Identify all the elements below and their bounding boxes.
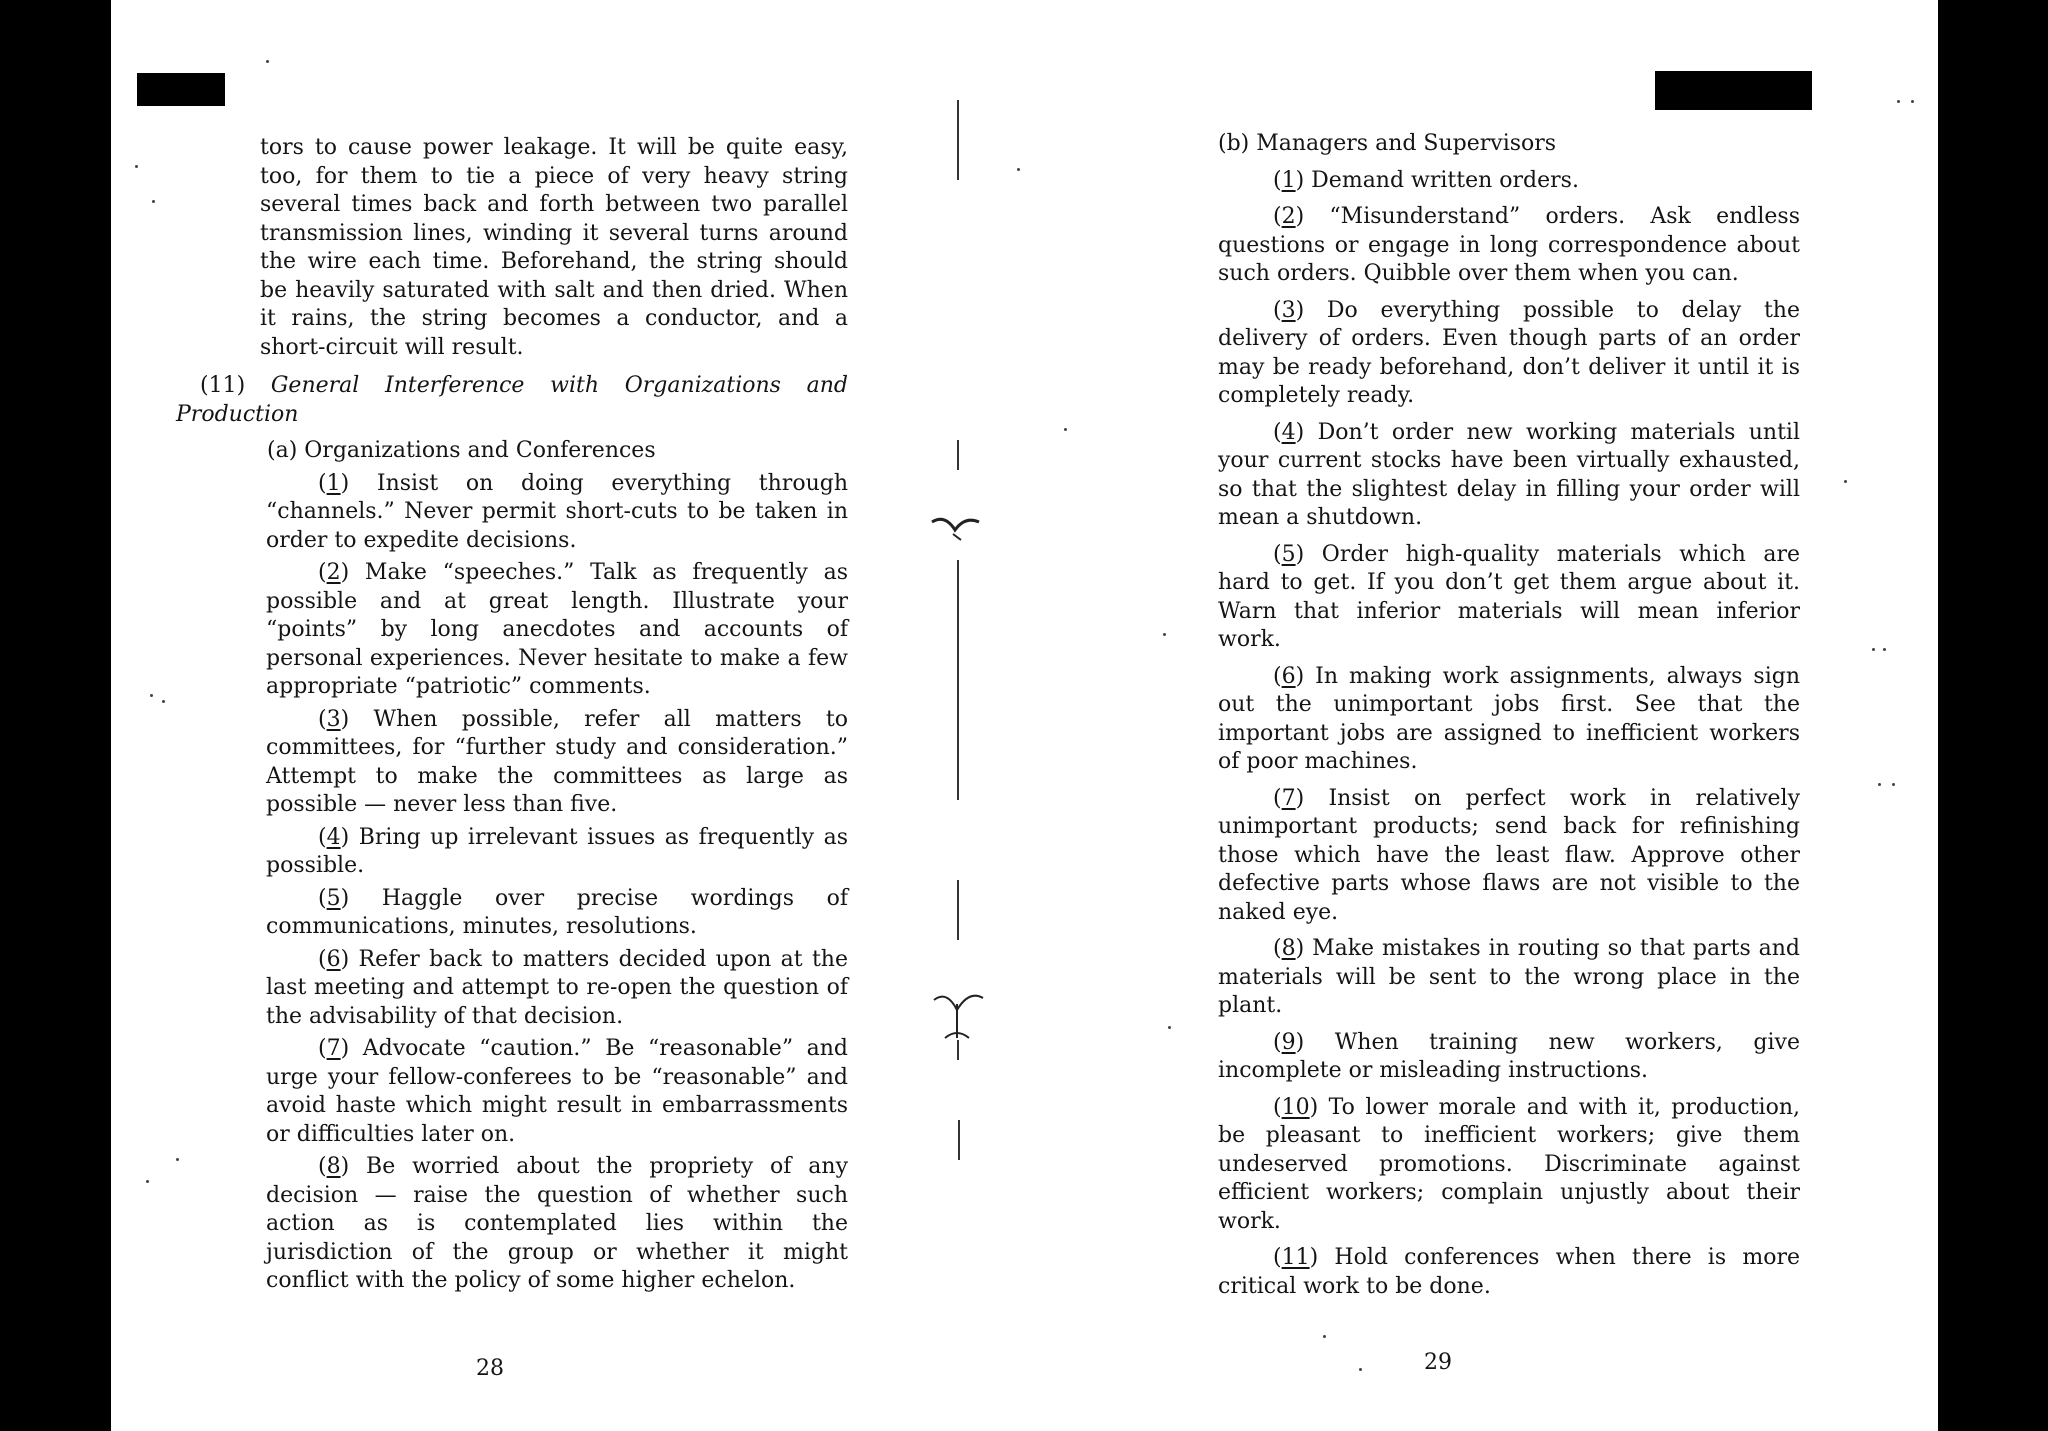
- page-number-right: 29: [1424, 1350, 1452, 1375]
- item-number: 1: [326, 470, 341, 496]
- subsection-heading: (a) Organizations and Conferences: [267, 438, 656, 463]
- item-text: To lower morale and with it, production, be pleasant to inefficient workers; give them undeserved promotions. Discriminate against efficient workers; complain unjustly about their work.: [1218, 1094, 1800, 1234]
- continuation-paragraph: tors to cause power leakage. It will be quite easy, too, for them to tie a piece of very heavy string several times back and forth between two parallel transmission lines, winding it several turns around the wire each time. Beforehand, the string should be heavily saturated with salt and then dried. When it rains, the string becomes a conductor, and a short-circuit will result.: [260, 135, 848, 360]
- list-item: (8) Be worried about the propriety of any decision — raise the question of whether such action as is contemplated lies within the jurisdiction of the group or whether it might conflict with the policy of some higher echelon.: [266, 1154, 849, 1293]
- list-item: (7) Insist on perfect work in relatively unimportant products; send back for refinishing those which have the least flaw. Approve other defective parts whose flaws are not visible to the naked eye.: [1218, 785, 1800, 925]
- list-item: (6) In making work assignments, always sign out the unimportant jobs first. See that the important jobs are assigned to inefficient workers of poor machines.: [1218, 663, 1801, 774]
- item-text: Refer back to matters decided upon at the last meeting and attempt to re-open the question of the advisability of that decision.: [266, 946, 848, 1029]
- section-number: (11): [200, 373, 246, 398]
- item-text: When possible, refer all matters to committees, for “further study and consideration.” Attempt to make the committees as large as possible — never less than five.: [266, 706, 848, 817]
- section-title: General Interference with Organizations and Production: [176, 373, 848, 427]
- list-item: (1) Insist on doing everything through “channels.” Never permit short-cuts to be taken in order to expedite decisions.: [266, 470, 848, 553]
- item-text: When training new workers, give incomplete or misleading instructions.: [1218, 1029, 1800, 1083]
- list-item: (4) Bring up irrelevant issues as frequently as possible.: [266, 824, 848, 878]
- redaction-bar-right: [1655, 71, 1812, 110]
- item-text: Bring up irrelevant issues as frequently as possible.: [266, 824, 848, 878]
- item-number: 5: [1281, 541, 1296, 567]
- item-text: Order high-quality materials which are hard to get. If you don’t get them argue about it. Warn that inferior materials will mean inferior work.: [1218, 541, 1801, 652]
- item-number: 3: [326, 706, 341, 732]
- list-item: (2) Make “speeches.” Talk as frequently as possible and at great length. Illustrate your “points” by long anecdotes and accounts of personal experiences. Never hesitate to make a few appropriate “patriotic” comments.: [266, 560, 848, 699]
- item-text: Make mistakes in routing so that parts and materials will be sent to the wrong place in the plant.: [1218, 936, 1800, 1018]
- list-item: (10) To lower morale and with it, production, be pleasant to inefficient workers; give them undeserved promotions. Discriminate against efficient workers; complain unjustly about their work.: [1218, 1094, 1800, 1234]
- item-text: “Misunderstand” orders. Ask endless questions or engage in long correspondence about such orders. Quibble over them when you can.: [1218, 204, 1800, 286]
- item-number: 8: [1281, 936, 1296, 961]
- list-item: (6) Refer back to matters decided upon at the last meeting and attempt to re-open the question of the advisability of that decision.: [266, 946, 848, 1029]
- item-text: Do everything possible to delay the delivery of orders. Even though parts of an order may be ready beforehand, don’t deliver it until it is completely ready.: [1218, 297, 1800, 408]
- redaction-bar-left: [137, 73, 225, 106]
- item-number: 6: [326, 946, 341, 972]
- item-text: In making work assignments, always sign out the unimportant jobs first. See that the important jobs are assigned to inefficient workers of poor machines.: [1218, 663, 1801, 774]
- item-number: 11: [1281, 1245, 1310, 1270]
- item-text: Advocate “caution.” Be “reasonable” and urge your fellow-conferees to be “reasonable” and avoid haste which might result in embarrassments or difficulties later on.: [266, 1036, 848, 1147]
- section-heading: [176, 372, 848, 429]
- item-number: 6: [1281, 663, 1296, 689]
- list-item: (5) Order high-quality materials which are hard to get. If you don’t get them argue about it. Warn that inferior materials will mean inferior work.: [1218, 541, 1801, 652]
- item-text: Insist on perfect work in relatively unimportant products; send back for refinishing those which have the least flaw. Approve other defective parts whose flaws are not visible to the naked eye.: [1218, 785, 1800, 925]
- list-item: (5) Haggle over precise wordings of communications, minutes, resolutions.: [266, 885, 848, 939]
- item-number: 8: [326, 1154, 341, 1179]
- item-number: 4: [1281, 419, 1296, 445]
- item-number: 9: [1281, 1029, 1296, 1055]
- list-item: (7) Advocate “caution.” Be “reasonable” and urge your fellow-conferees to be “reasonable” and avoid haste which might result in embarrassments or difficulties later on.: [266, 1036, 848, 1147]
- list-item: (3) When possible, refer all matters to committees, for “further study and consideration.” Attempt to make the committees as large as possible — never less than five.: [266, 706, 848, 817]
- page-number-left: 28: [476, 1356, 504, 1381]
- list-item: (11) Hold conferences when there is more critical work to be done.: [1218, 1245, 1800, 1299]
- item-number: 5: [326, 885, 341, 911]
- item-number: 7: [326, 1036, 341, 1061]
- item-text: Hold conferences when there is more critical work to be done.: [1218, 1245, 1800, 1299]
- item-number: 3: [1281, 297, 1296, 323]
- item-text: Don’t order new working materials until your current stocks have been virtually exhausted, so that the slightest delay in filling your order will mean a shutdown.: [1218, 419, 1800, 530]
- item-text: Demand written orders.: [1311, 167, 1579, 193]
- item-number: 1: [1281, 167, 1296, 193]
- list-item: (2) “Misunderstand” orders. Ask endless questions or engage in long correspondence about such orders. Quibble over them when you can.: [1218, 204, 1800, 286]
- item-text: Haggle over precise wordings of communications, minutes, resolutions.: [266, 885, 848, 939]
- item-number: 2: [326, 560, 341, 585]
- list-item: (8) Make mistakes in routing so that parts and materials will be sent to the wrong place in the plant.: [1218, 936, 1800, 1018]
- right-page: [1218, 130, 1800, 1301]
- list-item: (1) Demand written orders.: [1273, 167, 1579, 193]
- item-number: 7: [1281, 785, 1296, 811]
- list-item: (3) Do everything possible to delay the delivery of orders. Even though parts of an order may be ready beforehand, don’t deliver it until it is completely ready.: [1218, 297, 1800, 408]
- item-text: Be worried about the propriety of any decision — raise the question of whether such action as is contemplated lies within the jurisdiction of the group or whether it might conflict with the policy of some higher echelon.: [266, 1154, 849, 1293]
- subsection-heading: (b) Managers and Supervisors: [1218, 131, 1557, 156]
- item-number: 4: [326, 824, 341, 850]
- left-page: [176, 134, 848, 1296]
- list-item: (4) Don’t order new working materials until your current stocks have been virtually exhausted, so that the slightest delay in filling your order will mean a shutdown.: [1218, 419, 1800, 530]
- item-number: 2: [1281, 204, 1296, 229]
- list-item: (9) When training new workers, give incomplete or misleading instructions.: [1218, 1029, 1800, 1083]
- item-text: Make “speeches.” Talk as frequently as possible and at great length. Illustrate your “points” by long anecdotes and accounts of personal experiences. Never hesitate to make a few appropriate “patriotic” comments.: [266, 560, 848, 699]
- item-number: 10: [1281, 1094, 1310, 1120]
- item-text: Insist on doing everything through “channels.” Never permit short-cuts to be taken in order to expedite decisions.: [266, 470, 848, 553]
